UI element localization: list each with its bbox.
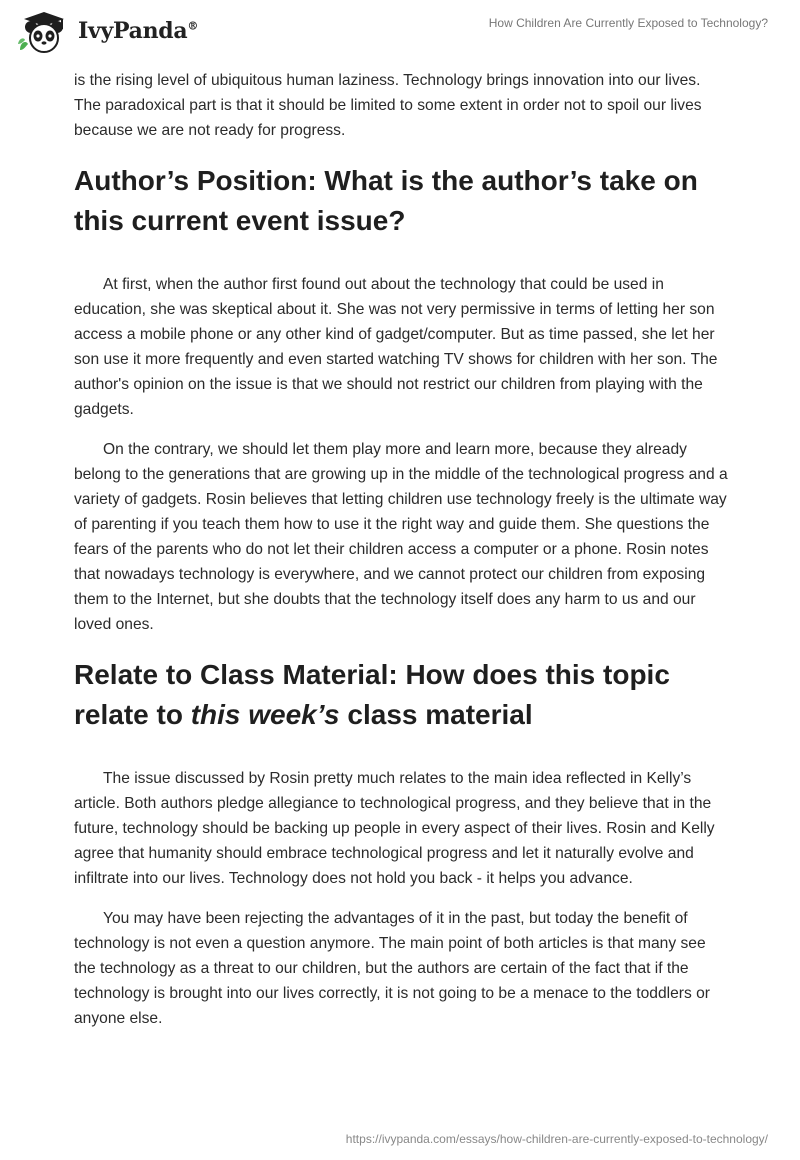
paragraph: You may have been rejecting the advantages of it in the past, but today the benefit of technology is not even a question anymore. The main point of both articles is that many see the technology as a threat to our children, but the authors are certain of the fact that if the technology is brought into our lives correctly, it is not going to be a menace to the toddlers or anyone else. [74, 910, 710, 1027]
essay-content [74, 68, 730, 1046]
source-url[interactable]: https://ivypanda.com/essays/how-children-are-currently-exposed-to-technology/ [345, 1132, 768, 1146]
brand-name: IvyPanda® [78, 18, 199, 44]
section-heading-relate-to-class: Relate to Class Material: How does this topic relate to this week’s class material [74, 659, 670, 730]
paragraph: On the contrary, we should let them play more and learn more, because they already belong to the generations that are growing up in the middle of the technological progress and a variety of gadgets. Rosin believes that letting children use technology freely is the ultimate way of parenting if you teach them how to use it the right way and guide them. She questions the fears of the parents who do not let their children access a computer or a phone. Rosin notes that nowadays technology is everywhere, and we cannot protect our children from exposing them to the Internet, but she doubts that the technology itself does any harm to us and our loved ones. [74, 441, 728, 633]
panda-graduate-icon [14, 10, 74, 56]
intro-paragraph: is the rising level of ubiquitous human laziness. Technology brings innovation into our lives. The paradoxical part is that it should be limited to some extent in order not to spoil our lives because we are not ready for progress. [74, 72, 702, 139]
document-title: How Children Are Currently Exposed to Technology? [488, 16, 768, 30]
paragraph: The issue discussed by Rosin pretty much relates to the main idea reflected in Kelly’s article. Both authors pledge allegiance to technological progress, and they believe that in the future, technology should be backing up people in every aspect of their lives. Rosin and Kelly agree that humanity should embrace technological progress and let it naturally evolve and infiltrate into our lives. Technology does not hold you back - it helps you advance. [74, 770, 715, 887]
ivypanda-logo[interactable] [14, 10, 199, 56]
paragraph: At first, when the author first found out about the technology that could be used in education, she was skeptical about it. She was not very permissive in terms of letting her son access a mobile phone or any other kind of gadget/computer. But as time passed, she let her son use it more frequently and even started watching TV shows for children with her son. The author's opinion on the issue is that we should not restrict our children from playing with the gadgets. [74, 276, 718, 418]
section-heading-authors-position: Author’s Position: What is the author’s take on this current event issue? [74, 165, 698, 236]
page-header [0, 0, 800, 70]
